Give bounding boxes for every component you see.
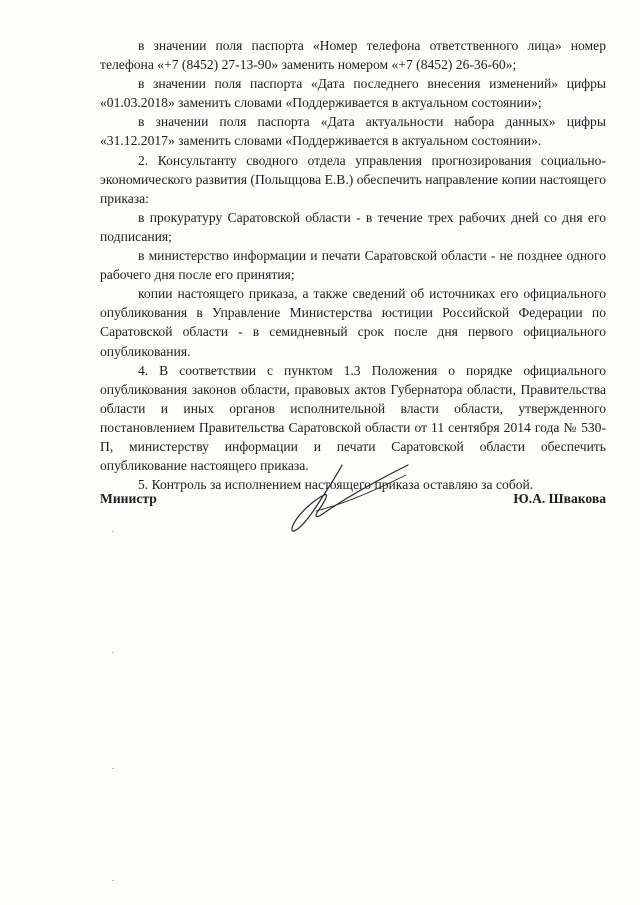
paragraph-prosecutor-office: в прокуратуру Саратовской области - в течение трех рабочих дней со дня его подписания; (100, 209, 606, 244)
signatory-name: Ю.А. Швакова (513, 491, 606, 506)
scan-speck (112, 652, 114, 653)
paragraph-ministry-of-information: в министерство информации и печати Саратовской области - не позднее одного рабочего дня после его принятия; (100, 248, 606, 283)
scan-speck (112, 531, 114, 532)
paragraph-phone-number: в значении поля паспорта «Номер телефона ответственного лица» номер телефона «+7 (8452) 27-13-90» заменить номером «+7 (8452) 26-36-60»; (100, 38, 606, 73)
paragraph-item-5: 5. Контроль за исполнением настоящего приказа оставляю за собой. (138, 477, 534, 493)
paragraph-last-change-date: в значении поля паспорта «Дата последнего внесения изменений» цифры «01.03.2018» заменить словами «Поддерживается в актуальном состоянии»; (100, 76, 606, 111)
scan-speck (112, 768, 114, 769)
handwritten-signature (280, 455, 420, 535)
scan-speck (112, 880, 114, 881)
signatory-title: Министр (100, 491, 157, 506)
paragraph-dataset-actuality-date: в значении поля паспорта «Дата актуальности набора данных» цифры «31.12.2017» заменить словами «Поддерживается в актуальном состоянии». (100, 114, 606, 149)
paragraph-ministry-of-justice: копии настоящего приказа, а также сведений об источниках его официального опубликования в Управление Министерства юстиции Российской Федерации по Саратовской области - в семидневный срок после дня первого официального опубликования. (100, 286, 606, 359)
paragraph-item-2: 2. Консультанту сводного отдела управления прогнозирования социально-экономического развития (Польщцова Е.В.) обеспечить направление копии настоящего приказа: (100, 152, 606, 206)
paragraph-item-4: 4. В соответствии с пунктом 1.3 Положения о порядке официального опубликования законов области, правовых актов Губернатора области, Правительства области и иных органов исполнительной власти области, утвержденного постановлением Правительства Саратовской области от 11 сентября 2014 года № 530-П, министерству информации и печати Саратовской области обеспечить опубликование настоящего приказа. (100, 362, 606, 474)
document-body (100, 36, 606, 494)
